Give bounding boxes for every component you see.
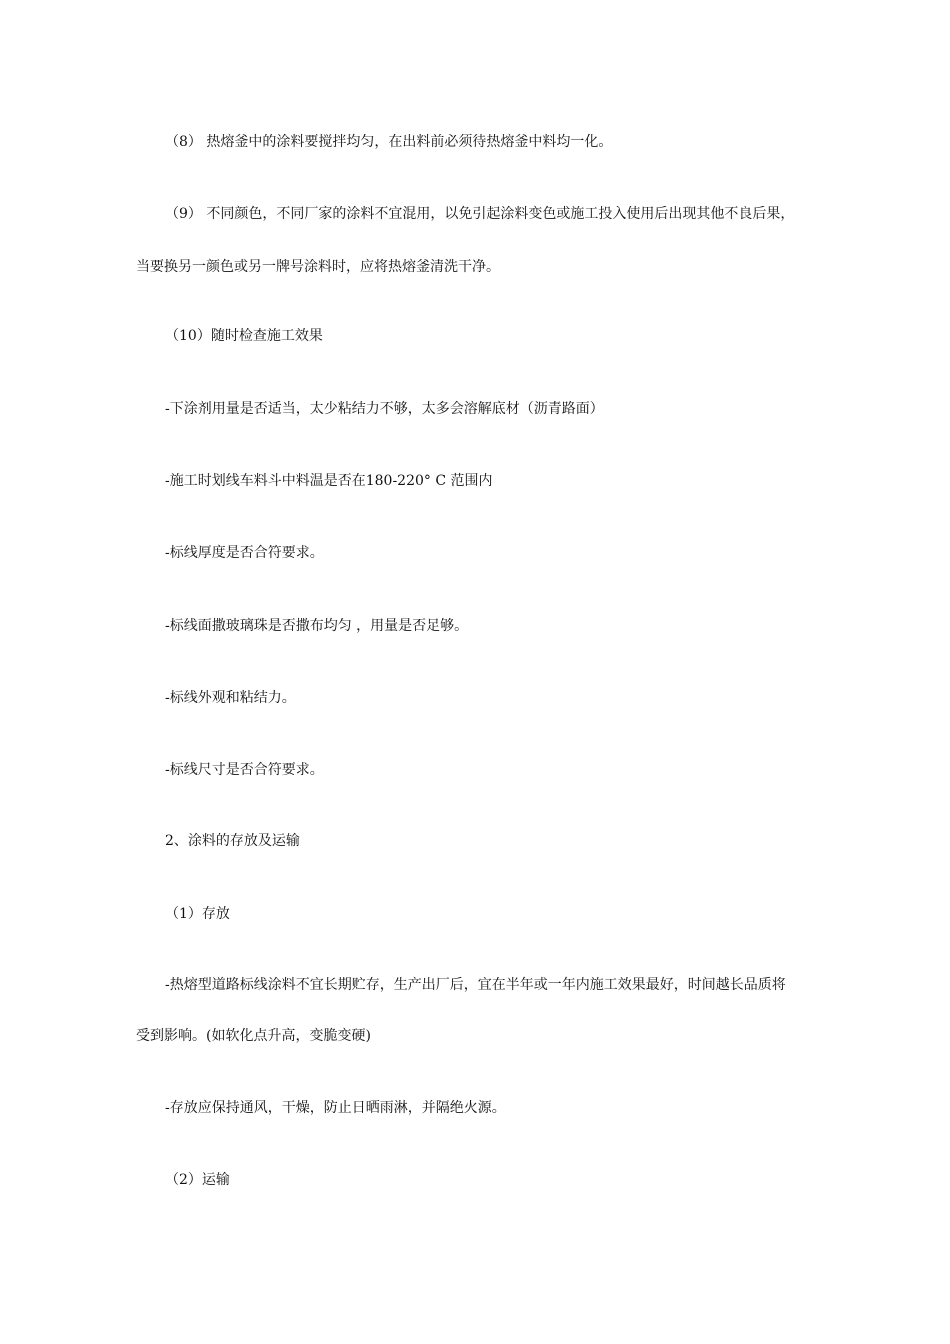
check-item-temperature: -施工时划线车料斗中料温是否在180-220° C 范围内	[165, 473, 493, 489]
paragraph-item-8: （8） 热熔釜中的涂料要搅拌均匀，在出料前必须待热熔釜中料均一化。	[165, 134, 613, 150]
paragraph-item-9-continued: 当要换另一颜色或另一牌号涂料时，应将热熔釜清洗干净。	[136, 259, 500, 275]
check-item-appearance: -标线外观和粘结力。	[165, 690, 296, 706]
storage-item-ventilation: -存放应保持通风，干燥，防止日晒雨淋，并隔绝火源。	[165, 1100, 506, 1116]
check-item-dimensions: -标线尺寸是否合符要求。	[165, 762, 324, 778]
storage-item-shelf-life: -热熔型道路标线涂料不宜长期贮存，生产出厂后，宜在半年或一年内施工效果最好，时间越长品质将	[165, 977, 786, 993]
section-heading-storage-transport: 2、涂料的存放及运输	[165, 833, 300, 849]
check-item-thickness: -标线厚度是否合符要求。	[165, 545, 324, 561]
paragraph-item-9: （9） 不同颜色，不同厂家的涂料不宜混用，以免引起涂料变色或施工投入使用后出现其他不良后果，	[165, 206, 795, 222]
check-item-glass-beads: -标线面撒玻璃珠是否撒布均匀 ，用量是否足够。	[165, 618, 469, 634]
section-heading-check-effect: （10）随时检查施工效果	[165, 328, 323, 344]
check-item-primer-amount: -下涂剂用量是否适当，太少粘结力不够，太多会溶解底材（沥青路面）	[165, 401, 604, 417]
storage-item-shelf-life-continued: 受到影响。(如软化点升高，变脆变硬)	[136, 1028, 371, 1044]
subsection-heading-storage: （1）存放	[165, 906, 230, 922]
subsection-heading-transport: （2）运输	[165, 1172, 230, 1188]
